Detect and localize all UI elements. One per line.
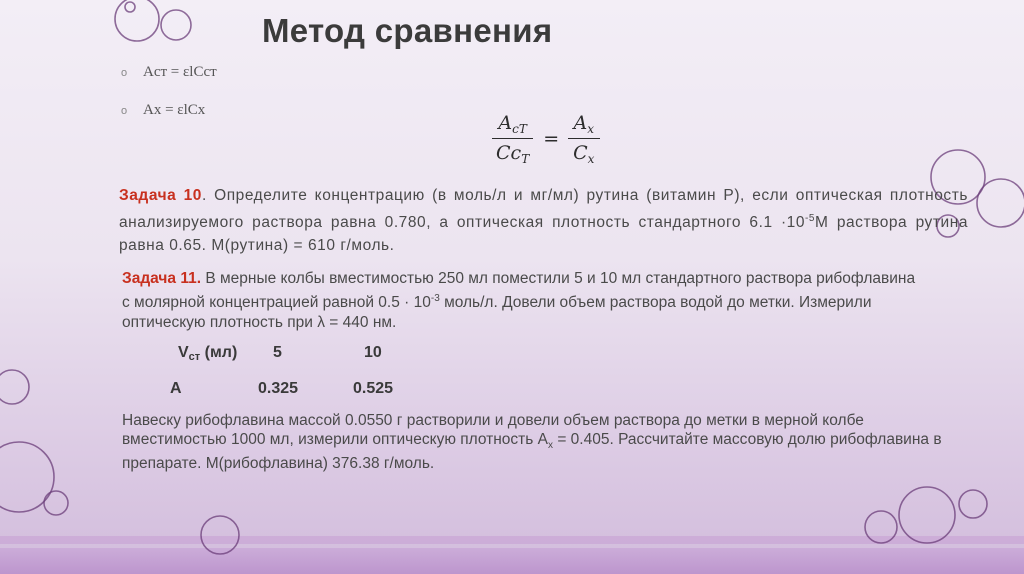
table-cell: 10 <box>364 344 382 361</box>
table-cell: 5 <box>273 344 282 361</box>
task-10-text: Задача 10. Определите концентрацию (в моль/л и мг/мл) рутина (витамин Р), если оптическая плотность анализируемого раствора равна 0.780, а оптическая плотность стандартного $6.1 \cdot 10^{-5}М$ раствора рутина равна 0.65. М(рутина) = 610 г/моль. <box>119 187 968 254</box>
bubble-icon <box>899 487 955 543</box>
task-11-label: Задача 11. <box>122 270 202 287</box>
bubble-icon <box>959 490 987 518</box>
bullet-text: Ax = εlCx <box>143 102 206 118</box>
comparison-formula <box>490 112 600 166</box>
bullet-item <box>121 64 217 81</box>
page-title: Метод сравнения <box>262 12 553 49</box>
bubble-icon <box>0 370 29 404</box>
right-fraction <box>567 112 600 166</box>
table-row-volume-label: $V_{ст}$ (мл) <box>178 344 238 363</box>
bubble-icon <box>115 0 159 41</box>
bubble-icon <box>125 2 135 12</box>
left-fraction <box>490 112 535 166</box>
task-11-text: Задача 11. В мерные колбы вместимостью 250 мл поместили 5 и 10 мл стандартного раствора рибофлавина с молярной концентрацией равной $0.5 \cdot 10^{-3}$ моль/л. Довели объем раствора водой до метки. Измерили оптическую плотность при λ = 440 нм. <box>122 270 916 331</box>
bubble-icon <box>161 10 191 40</box>
left-denominator: $Cc_T$ <box>496 142 530 166</box>
table-cell: 0.325 <box>258 380 299 397</box>
sample-paragraph: Навеску рибофлавина массой 0.0550 г растворили и довели объем раствора до метки в мерной колбе вместимостью 1000 мл, измерили оптическую плотность $A_x = 0.405$. Рассчитайте массовую долю рибофлавина в препарате. М(рибофлавина) 376.38 г/моль. <box>122 412 942 473</box>
right-denominator: $C_x$ <box>573 142 595 166</box>
bubble-icon <box>44 491 68 515</box>
left-numerator: $A_{cT}$ <box>492 112 532 139</box>
table-cell: 0.525 <box>353 380 394 397</box>
bullet-icon: o <box>121 105 128 117</box>
bullet-item <box>121 102 205 119</box>
bubble-icon <box>0 442 54 512</box>
footer-stripe-thin <box>0 536 1024 544</box>
bullet-icon: o <box>121 67 128 79</box>
right-numerator: $A_x$ <box>568 112 601 139</box>
footer-stripe-thick <box>0 548 1024 574</box>
bubble-icon <box>977 179 1024 227</box>
table-row-absorbance-label: A <box>170 380 182 397</box>
equals-sign: = <box>543 128 560 150</box>
bullet-text: Aст = εlCст <box>143 64 217 80</box>
task-10-label: Задача 10 <box>119 187 202 204</box>
